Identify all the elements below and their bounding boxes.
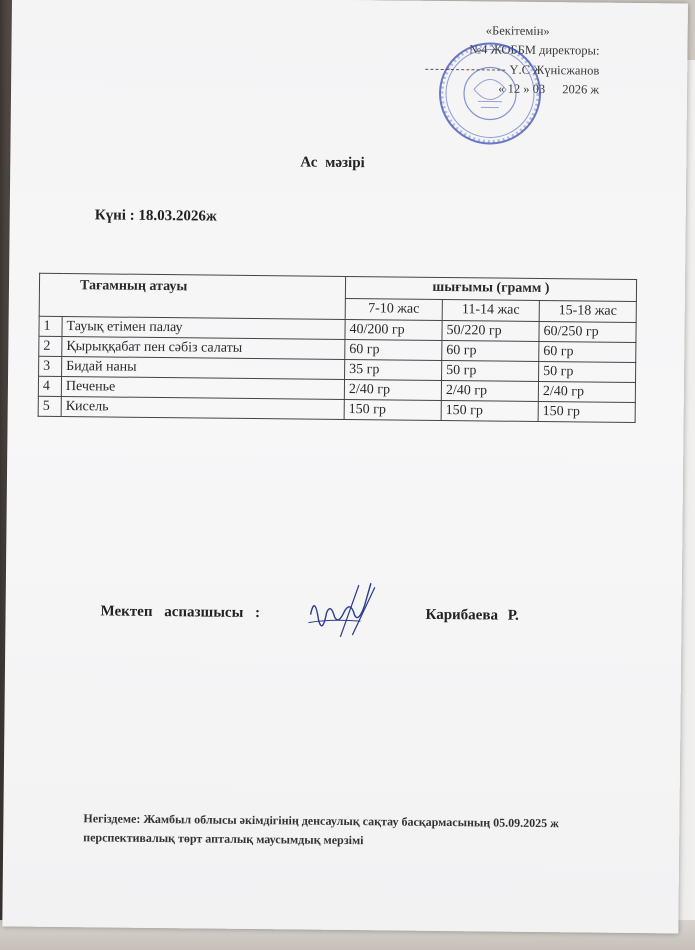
row-number: 2 — [39, 336, 62, 356]
approval-date-month: 03 — [532, 82, 546, 97]
approval-date-year: 2026 ж — [562, 82, 600, 97]
dish-name: Печенье — [61, 376, 344, 399]
header-dish-name: Тағамның атауы — [39, 273, 345, 319]
cook-name: Карибаева Р. — [425, 606, 519, 624]
row-number: 3 — [39, 356, 62, 376]
basis-line-1: Негіздеме: Жамбыл облысы әкімдігінің денсаулық сақтау басқармасының 05.09.2025 ж — [83, 811, 559, 831]
portion-11-14: 50 гр — [442, 360, 539, 381]
portion-11-14: 60 гр — [442, 340, 539, 361]
row-number: 5 — [38, 396, 61, 416]
cook-label: Мектеп аспазшысы : — [100, 603, 261, 622]
signature-row — [100, 597, 561, 624]
row-number: 4 — [38, 376, 61, 396]
age-group-11-14: 11-14 жас — [442, 299, 539, 322]
portion-11-14: 150 гр — [441, 400, 538, 421]
table-header-row — [39, 273, 636, 301]
row-number: 1 — [39, 316, 62, 336]
approval-date-day: « 12 » — [498, 81, 530, 97]
portion-7-10: 35 гр — [345, 359, 442, 380]
dish-name: Қырыққабат пен сәбіз салаты — [62, 337, 345, 360]
portion-15-18: 50 гр — [539, 361, 636, 382]
approval-heading: «Бекітемін» — [485, 23, 550, 39]
age-group-7-10: 7-10 жас — [345, 298, 442, 321]
basis-line-2: перспективалық төрт апталық маусымдық мерзімі — [83, 830, 364, 848]
portion-11-14: 50/220 гр — [442, 320, 539, 341]
dish-name: Кисель — [61, 396, 344, 419]
official-stamp — [435, 39, 544, 148]
basis-note — [83, 809, 673, 854]
document-date: Күні : 18.03.2026ж — [94, 207, 217, 225]
dish-name: Бидай наны — [62, 357, 345, 380]
portion-15-18: 60/250 гр — [539, 321, 636, 342]
approval-director-name: Ү.С Жүнісжанов — [509, 62, 600, 78]
handwritten-signature — [300, 575, 386, 646]
portion-7-10: 40/200 гр — [345, 319, 442, 340]
dish-name: Тауық етімен палау — [62, 317, 345, 340]
menu-table — [38, 273, 637, 423]
age-group-15-18: 15-18 жас — [539, 300, 636, 323]
portion-15-18: 2/40 гр — [538, 381, 635, 402]
portion-11-14: 2/40 гр — [441, 380, 538, 401]
approval-position: №4 ЖОББМ директоры: — [469, 42, 600, 58]
document-title: Ас мәзірі — [300, 154, 365, 172]
header-yield: шығымы (грамм ) — [345, 276, 636, 301]
portion-15-18: 150 гр — [538, 401, 635, 422]
portion-15-18: 60 гр — [539, 341, 636, 362]
document-page — [2, 0, 688, 933]
portion-7-10: 150 гр — [344, 399, 441, 420]
portion-7-10: 60 гр — [345, 339, 442, 360]
portion-7-10: 2/40 гр — [344, 379, 441, 400]
